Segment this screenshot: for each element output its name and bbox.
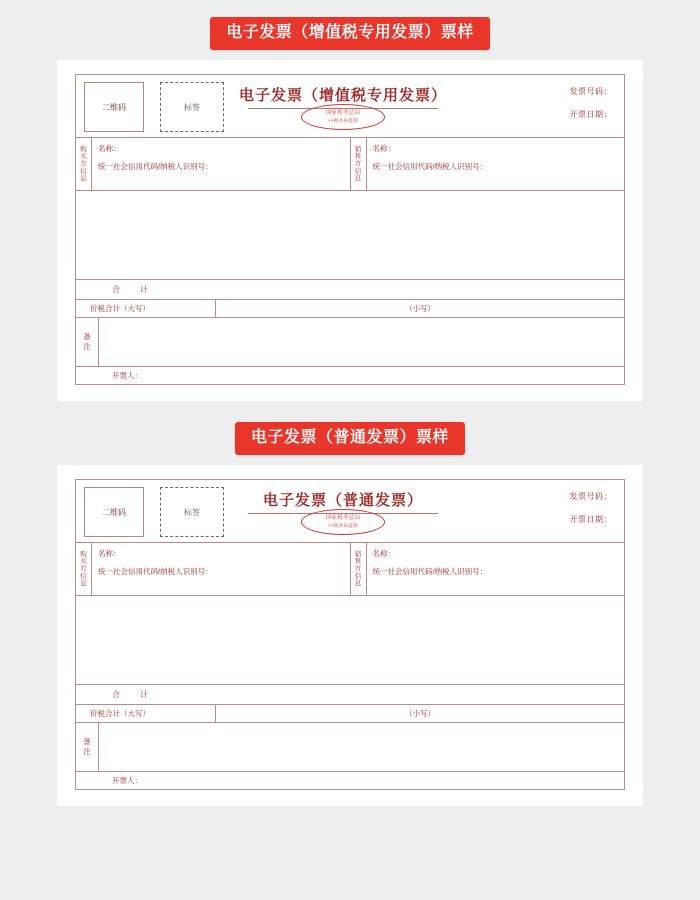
seller-block [350,138,625,190]
buyer-side-label [76,138,92,190]
total-row [76,684,624,704]
invoice-header [76,480,624,542]
remark-row [76,722,624,771]
invoice-card [57,60,643,401]
seller-fields [367,138,625,190]
party-row [76,137,624,190]
seller-block [350,543,625,595]
invoice-header-fields [462,82,616,133]
section-banner-title: 电子发票（普通发票）票样 [235,422,465,455]
amount-row [76,299,624,317]
total-label: 合 计 [112,285,154,294]
drawer-row [76,771,624,789]
seal-top-text: 国家税务总局 [325,109,361,116]
total-label: 合 计 [112,690,154,699]
invoice-title-area [224,487,462,538]
seller-side-label [351,138,367,190]
buyer-taxid-label: 统一社会信用代码/纳税人识别号： [98,566,213,576]
buyer-side-text: 购买方信息 [80,551,87,587]
seal-top-text: 国家税务总局 [325,514,361,521]
seller-side-text: 销售方信息 [354,551,362,587]
invoice-number-label: 发票号码： [569,492,612,501]
tag-placeholder: 标签 [160,487,224,537]
line-items-area [76,190,624,279]
remark-label-text: 备注 [83,332,91,351]
seal-bottom-text: ××税务局监制 [328,523,358,528]
drawer-label: 开票人： [112,371,142,380]
buyer-side-text: 购买方信息 [80,146,87,182]
seller-taxid-label: 统一社会信用代码/纳税人识别号： [372,566,488,576]
invoice-header [76,75,624,137]
invoice-sample-section [0,401,700,806]
tag-placeholder: 标签 [160,82,224,132]
amount-in-figures-label: （小写） [405,304,435,313]
invoice-header-fields [462,487,616,538]
buyer-block [76,543,350,595]
seller-fields [367,543,625,595]
section-banner-title: 电子发票（增值税专用发票）票样 [210,17,490,50]
invoice-date-label: 开票日期： [569,110,612,119]
remark-body [99,723,624,771]
remark-label [76,723,99,771]
drawer-label: 开票人： [112,776,142,785]
banner-wrapper [0,421,700,455]
buyer-taxid-label: 统一社会信用代码/纳税人识别号： [98,161,213,171]
seller-side-label [351,543,367,595]
buyer-name-label: 名称： [98,549,121,558]
remark-body [99,318,624,366]
seller-name-label: 名称： [372,549,395,558]
invoice-date-label: 开票日期： [569,515,612,524]
invoice-frame [75,479,625,790]
buyer-block [76,138,350,190]
tax-seal-icon [301,104,385,130]
invoice-title: 电子发票（增值税专用发票） [238,86,447,104]
total-row [76,279,624,299]
buyer-fields [92,543,350,595]
qrcode-placeholder: 二维码 [84,487,144,537]
invoice-frame [75,74,625,385]
qrcode-placeholder: 二维码 [84,82,144,132]
invoice-card [57,465,643,806]
drawer-row [76,366,624,384]
seal-bottom-text: ××税务局监制 [328,118,358,123]
amount-row [76,704,624,722]
party-row [76,542,624,595]
invoice-sample-section [0,0,700,401]
invoice-number-label: 发票号码： [569,87,612,96]
buyer-name-label: 名称： [98,144,121,153]
amount-in-words-label: 价税合计（大写） [76,705,216,722]
buyer-fields [92,138,350,190]
seller-taxid-label: 统一社会信用代码/纳税人识别号： [372,161,488,171]
remark-label-text: 备注 [83,737,91,756]
remark-row [76,317,624,366]
tax-seal-icon [301,509,385,535]
amount-in-figures-label: （小写） [405,709,435,718]
banner-wrapper [0,16,700,50]
invoice-title: 电子发票（普通发票） [262,491,423,509]
seller-name-label: 名称： [372,144,395,153]
amount-in-words-label: 价税合计（大写） [76,300,216,317]
invoice-title-area [224,82,462,133]
remark-label [76,318,99,366]
seller-side-text: 销售方信息 [354,146,362,182]
line-items-area [76,595,624,684]
buyer-side-label [76,543,92,595]
